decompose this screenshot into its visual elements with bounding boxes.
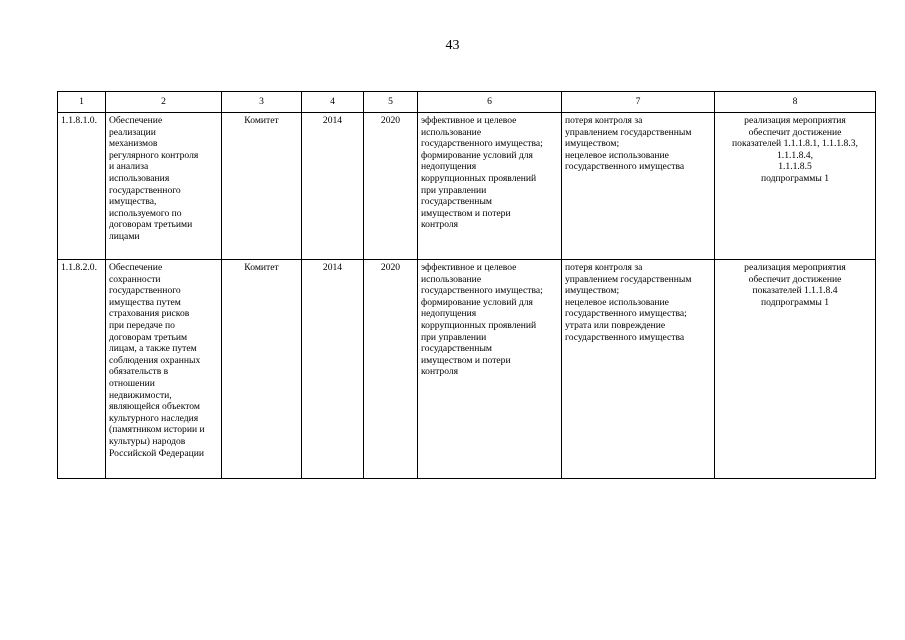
name-cell <box>106 260 222 479</box>
header-cell: 6 <box>418 92 562 113</box>
result-text: эффективное и целевое использование государственного имущества; формирование условий для недопущения коррупционных проявлений при управлении государственным имуществом и потери контроля <box>421 115 543 231</box>
name-text: Обеспечение реализации механизмов регулярного контроля и анализа использования государственного имущества, используемого по договорам третьими лицами <box>109 115 199 242</box>
program-table <box>57 91 876 479</box>
link-text: реализация мероприятия обеспечит достижение показателей 1.1.1.8.4 подпрограммы 1 <box>744 262 846 308</box>
name-text: Обеспечение сохранности государственного имущества путем страхования рисков при передаче по договорам третьим лицам, а также путем соблюдения охранных обязательств в отношении недвижимости, являющейся объектом культурного наследия (памятником истории и культуры) народов Российской Федерации <box>109 262 205 459</box>
start-year-cell <box>302 260 364 479</box>
executor-text: Комитет <box>244 115 279 126</box>
code-cell <box>58 260 106 479</box>
table-row <box>58 113 876 260</box>
link-cell <box>715 113 876 260</box>
executor-text: Комитет <box>244 262 279 273</box>
risks-text: потеря контроля за управлением государственным имуществом; нецелевое использование государственного имущества; утрата или повреждение государственного имущества <box>565 262 692 343</box>
risks-cell <box>562 260 715 479</box>
start-year-text: 2014 <box>322 115 343 126</box>
executor-cell <box>222 260 302 479</box>
header-cell: 8 <box>715 92 876 113</box>
result-text: эффективное и целевое использование государственного имущества; формирование условий для недопущения коррупционных проявлений при управлении государственным имуществом и потери контроля <box>421 262 543 378</box>
header-cell: 3 <box>222 92 302 113</box>
code-text: 1.1.8.1.0. <box>61 115 97 126</box>
code-text: 1.1.8.2.0. <box>61 262 97 273</box>
page-number: 43 <box>445 38 460 53</box>
table-header-row <box>58 92 876 113</box>
code-cell <box>58 113 106 260</box>
header-cell: 2 <box>106 92 222 113</box>
end-year-cell <box>364 113 418 260</box>
table-row <box>58 260 876 479</box>
executor-cell <box>222 113 302 260</box>
end-year-text: 2020 <box>380 115 401 126</box>
risks-cell <box>562 113 715 260</box>
header-cell: 7 <box>562 92 715 113</box>
end-year-text: 2020 <box>380 262 401 273</box>
header-cell: 5 <box>364 92 418 113</box>
result-cell <box>418 113 562 260</box>
link-text: реализация мероприятия обеспечит достижение показателей 1.1.1.8.1, 1.1.1.8.3, 1.1.1.8.4, 1.1.1.8.5 подпрограммы 1 <box>732 115 858 184</box>
name-cell <box>106 113 222 260</box>
result-cell <box>418 260 562 479</box>
start-year-cell <box>302 113 364 260</box>
end-year-cell <box>364 260 418 479</box>
start-year-text: 2014 <box>322 262 343 273</box>
link-cell <box>715 260 876 479</box>
header-cell: 1 <box>58 92 106 113</box>
header-cell: 4 <box>302 92 364 113</box>
risks-text: потеря контроля за управлением государственным имуществом; нецелевое использование государственного имущества <box>565 115 692 173</box>
